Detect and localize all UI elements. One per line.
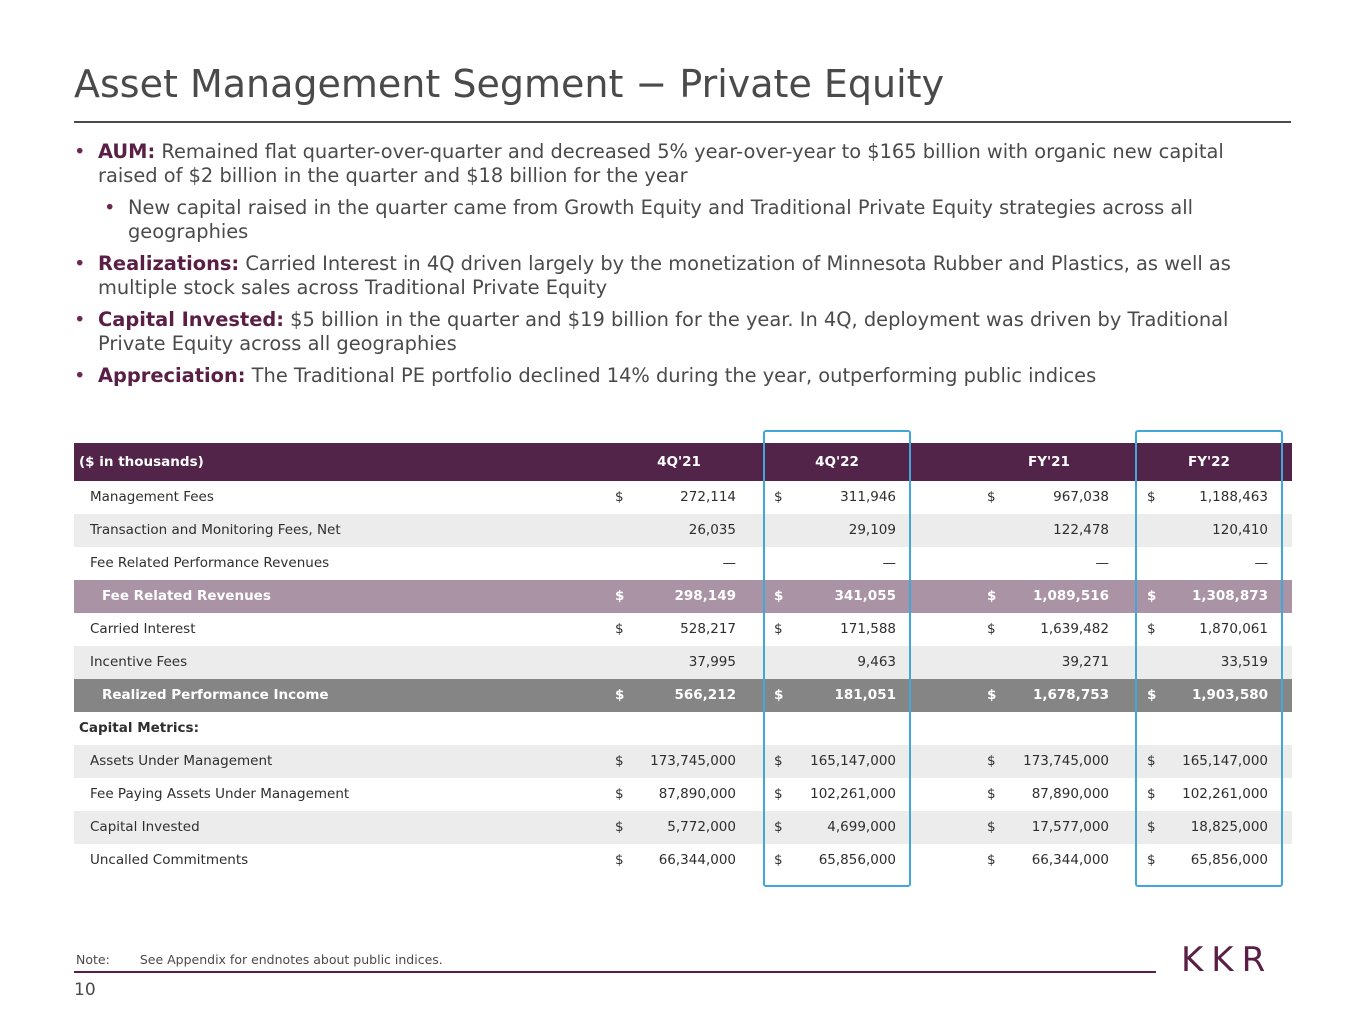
currency-symbol: $ (987, 819, 996, 835)
table-row-management-fees (74, 481, 1292, 514)
table-row-assets-under-management (74, 745, 1292, 778)
cell-value: 1,308,873 (1191, 588, 1268, 604)
cell-value: 33,519 (1220, 654, 1268, 670)
page-number: 10 (74, 980, 96, 1000)
page-title: Asset Management Segment − Private Equity (74, 62, 945, 106)
financial-table (74, 443, 1292, 877)
cell-value: 1,678,753 (1032, 687, 1109, 703)
cell-value: 18,825,000 (1190, 819, 1268, 835)
currency-symbol: $ (774, 786, 783, 802)
cell-value: 5,772,000 (667, 819, 736, 835)
currency-symbol: $ (987, 489, 996, 505)
cell-value: — (1095, 555, 1109, 571)
currency-symbol: $ (987, 753, 996, 769)
table-header-label: ($ in thousands) (79, 454, 204, 470)
table-header-row (74, 443, 1292, 481)
table-row-fee-related-performance-revenues (74, 547, 1292, 580)
table-row-carried-interest (74, 613, 1292, 646)
cell-value: — (882, 555, 896, 571)
cell-value: 1,188,463 (1199, 489, 1268, 505)
bullet-label: Realizations: (98, 252, 240, 275)
currency-symbol: $ (774, 753, 783, 769)
row-label: Transaction and Monitoring Fees, Net (90, 522, 341, 538)
cell-value: 87,890,000 (658, 786, 736, 802)
table-row-capital-invested (74, 811, 1292, 844)
currency-symbol: $ (1147, 753, 1156, 769)
cell-value: 341,055 (834, 588, 896, 604)
currency-symbol: $ (774, 852, 783, 868)
bullet-appreciation (74, 364, 1274, 388)
cell-value: 102,261,000 (810, 786, 896, 802)
cell-value: 165,147,000 (810, 753, 896, 769)
cell-value: 528,217 (680, 621, 736, 637)
table-row-fee-paying-aum (74, 778, 1292, 811)
bullet-text: Remained flat quarter-over-quarter and decreased 5% year-over-year to $165 billion with organic new capital raised of $2 billion in the quarter and $18 billion for the year (98, 140, 1224, 187)
table-row-uncalled-commitments (74, 844, 1292, 877)
cell-value: 298,149 (674, 588, 736, 604)
bullet-text: $5 billion in the quarter and $19 billion for the year. In 4Q, deployment was driven by Traditional Private Equity across all geographies (98, 308, 1229, 355)
cell-value: 29,109 (848, 522, 896, 538)
cell-value: 171,588 (840, 621, 896, 637)
column-header-4q21: 4Q'21 (657, 454, 701, 470)
row-label: Capital Invested (90, 819, 200, 835)
currency-symbol: $ (1147, 621, 1156, 637)
cell-value: 1,870,061 (1199, 621, 1268, 637)
row-label: Fee Related Revenues (102, 588, 271, 604)
currency-symbol: $ (1147, 687, 1157, 703)
cell-value: 39,271 (1061, 654, 1109, 670)
bullet-aum (74, 140, 1274, 188)
bullet-label: Capital Invested: (98, 308, 285, 331)
currency-symbol: $ (987, 621, 996, 637)
footnote-label: Note: (76, 952, 110, 967)
cell-value: 311,946 (840, 489, 896, 505)
currency-symbol: $ (615, 687, 625, 703)
title-divider (74, 121, 1291, 123)
kkr-logo: KKR (1181, 940, 1274, 980)
cell-value: — (1254, 555, 1268, 571)
highlight-box-4q22 (763, 430, 911, 887)
cell-value: 26,035 (688, 522, 736, 538)
cell-value: 65,856,000 (1190, 852, 1268, 868)
row-label: Management Fees (90, 489, 214, 505)
cell-value: 65,856,000 (818, 852, 896, 868)
table-row-capital-metrics-heading (74, 712, 1292, 745)
bullet-label: AUM: (98, 140, 156, 163)
column-header-fy22: FY'22 (1188, 454, 1230, 470)
row-label: Uncalled Commitments (90, 852, 249, 868)
footer-divider (74, 971, 1156, 973)
bullet-list (74, 140, 1274, 396)
currency-symbol: $ (987, 588, 997, 604)
bullet-label: Appreciation: (98, 364, 246, 387)
cell-value: 37,995 (688, 654, 736, 670)
row-label: Fee Paying Assets Under Management (90, 786, 350, 802)
currency-symbol: $ (774, 489, 783, 505)
table-row-transaction-monitoring-fees (74, 514, 1292, 547)
currency-symbol: $ (774, 687, 784, 703)
cell-value: 87,890,000 (1031, 786, 1109, 802)
currency-symbol: $ (1147, 786, 1156, 802)
currency-symbol: $ (987, 687, 997, 703)
currency-symbol: $ (774, 588, 784, 604)
currency-symbol: $ (1147, 852, 1156, 868)
cell-value: 173,745,000 (1023, 753, 1109, 769)
currency-symbol: $ (987, 786, 996, 802)
cell-value: 165,147,000 (1182, 753, 1268, 769)
row-label: Fee Related Performance Revenues (90, 555, 330, 571)
currency-symbol: $ (987, 852, 996, 868)
cell-value: 17,577,000 (1031, 819, 1109, 835)
currency-symbol: $ (615, 753, 624, 769)
row-label: Incentive Fees (90, 654, 188, 670)
cell-value: 1,639,482 (1040, 621, 1109, 637)
currency-symbol: $ (615, 489, 624, 505)
cell-value: 967,038 (1053, 489, 1109, 505)
currency-symbol: $ (774, 621, 783, 637)
cell-value: 66,344,000 (658, 852, 736, 868)
currency-symbol: $ (1147, 489, 1156, 505)
row-label: Assets Under Management (90, 753, 273, 769)
currency-symbol: $ (615, 786, 624, 802)
table-body (74, 481, 1292, 877)
bullet-text: Carried Interest in 4Q driven largely by the monetization of Minnesota Rubber and Plastics, as well as multiple stock sales across Traditional Private Equity (98, 252, 1231, 299)
footnote-text: See Appendix for endnotes about public indices. (139, 952, 443, 967)
bullet-realizations (74, 252, 1274, 300)
table-row-incentive-fees (74, 646, 1292, 679)
currency-symbol: $ (1147, 819, 1156, 835)
bullet-aum-sub (104, 196, 1274, 244)
currency-symbol: $ (615, 621, 624, 637)
currency-symbol: $ (615, 852, 624, 868)
highlight-box-fy22 (1135, 430, 1283, 887)
cell-value: 173,745,000 (650, 753, 736, 769)
cell-value: 122,478 (1053, 522, 1109, 538)
cell-value: — (722, 555, 736, 571)
cell-value: 102,261,000 (1182, 786, 1268, 802)
currency-symbol: $ (1147, 588, 1157, 604)
cell-value: 1,089,516 (1032, 588, 1109, 604)
table-row-fee-related-revenues (74, 580, 1292, 613)
row-label: Carried Interest (90, 621, 196, 637)
column-header-fy21: FY'21 (1028, 454, 1070, 470)
table-row-realized-performance-income (74, 679, 1292, 712)
cell-value: 566,212 (674, 687, 736, 703)
cell-value: 9,463 (857, 654, 896, 670)
currency-symbol: $ (774, 819, 783, 835)
column-header-4q22: 4Q'22 (815, 454, 859, 470)
currency-symbol: $ (615, 819, 624, 835)
bullet-capital-invested (74, 308, 1274, 356)
cell-value: 120,410 (1212, 522, 1268, 538)
cell-value: 181,051 (834, 687, 896, 703)
bullet-text: New capital raised in the quarter came from Growth Equity and Traditional Private Equity strategies across all geographies (128, 196, 1194, 243)
cell-value: 272,114 (680, 489, 736, 505)
bullet-text: The Traditional PE portfolio declined 14% during the year, outperforming public indices (245, 364, 1097, 387)
currency-symbol: $ (615, 588, 625, 604)
cell-value: 66,344,000 (1031, 852, 1109, 868)
footnote (76, 952, 443, 967)
cell-value: 4,699,000 (827, 819, 896, 835)
cell-value: 1,903,580 (1191, 687, 1268, 703)
row-label: Realized Performance Income (102, 687, 329, 703)
row-label: Capital Metrics: (79, 720, 199, 736)
